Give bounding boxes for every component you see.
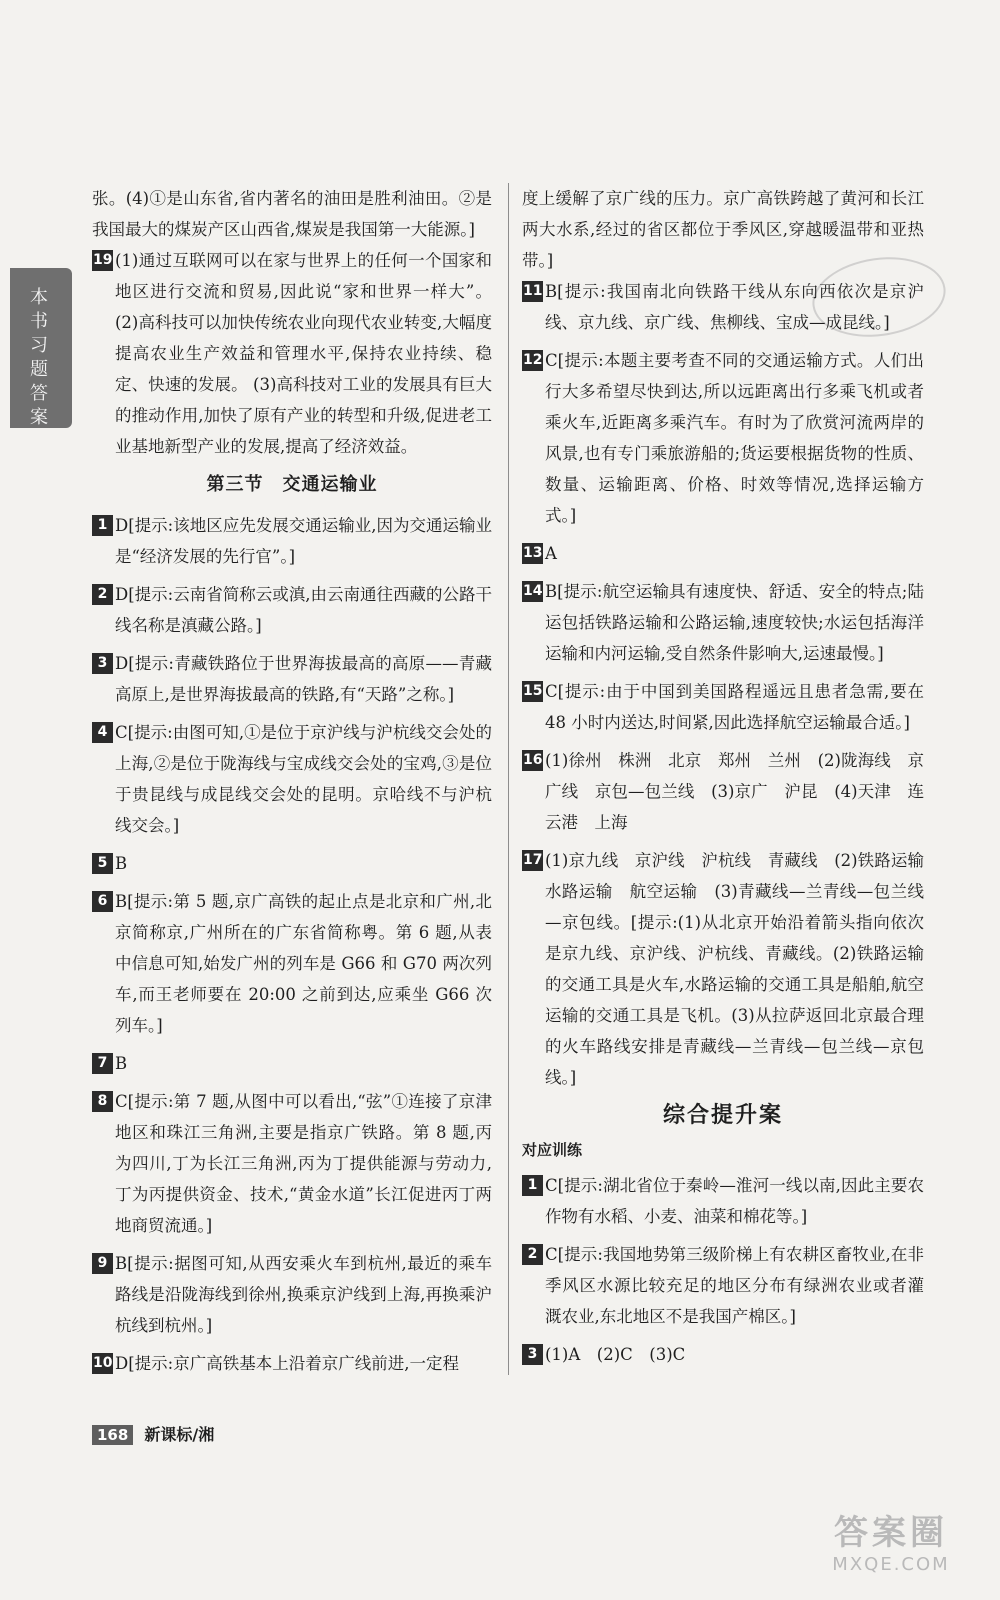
answer-item-17 (522, 845, 941, 1093)
question-number: 9 (92, 1253, 113, 1274)
watermark-url: MXQE.COM (832, 1554, 950, 1575)
question-number: 2 (92, 584, 113, 605)
answer-text: (1)通过互联网可以在家与世界上的任何一个国家和地区进行交流和贸易,因此说“家和世界一样大”。 (2)高科技可以加快传统农业向现代农业转变,大幅度提高农业生产效益和管理水平,保持农业持续、稳定、快速的发展。 (3)高科技对工业的发展具有巨大的推动作用,加快了原有产业的转型和升级,促进老工业基地新型产业的发展,提高了经济效益。 (115, 251, 492, 456)
answer-text: (1)A (2)C (3)C (545, 1345, 686, 1364)
question-number: 3 (522, 1344, 543, 1365)
section-title: 第三节 交通运输业 (206, 474, 378, 495)
answer-text: C[提示:由图可知,①是位于京沪线与沪杭线交会处的上海,②是位于陇海线与宝成线交会处的宝鸡,③是位于贵昆线与成昆线交会处的昆明。京哈线不与沪杭线交会。] (115, 723, 492, 835)
answer-item-10 (92, 1348, 492, 1379)
answer-text: C[提示:我国地势第三级阶梯上有农耕区畜牧业,在非季风区水源比较充足的地区分布有绿洲农业或者灌溉农业,东北地区不是我国产棉区。] (545, 1245, 924, 1326)
answer-item-16 (522, 745, 924, 838)
training-item-2 (522, 1239, 924, 1332)
right-intro-paragraph: 度上缓解了京广线的压力。京广高铁跨越了黄河和长江两大水系,经过的省区都位于季风区,穿越暖温带和亚热带。] (522, 189, 924, 270)
question-number: 11 (522, 281, 543, 302)
answer-item-3 (92, 648, 492, 710)
answer-text: B[提示:第 5 题,京广高铁的起止点是北京和广州,北京简称京,广州所在的广东省简称粤。第 6 题,从表中信息可知,始发广州的列车是 G66 和 G70 两次列车,而王老师要在 20:00 之前到达,应乘坐 G66 次列车。] (115, 892, 492, 1035)
answer-item-7 (92, 1048, 492, 1079)
answer-item-11 (522, 276, 924, 338)
answer-item-12 (522, 345, 924, 531)
page-number: 168 (92, 1425, 133, 1445)
question-number: 8 (92, 1091, 113, 1112)
answer-text: C[提示:第 7 题,从图中可以看出,“弦”①连接了京津地区和珠江三角洲,主要是指京广铁路。第 8 题,丙为四川,丁为长江三角洲,丙为丁提供能源与劳动力,丁为丙提供资金、技术,“黄金水道”长江促进丙丁两地商贸流通。] (115, 1092, 492, 1235)
question-number: 7 (92, 1053, 113, 1074)
question-number: 6 (92, 891, 113, 912)
answer-text: D[提示:京广高铁基本上沿着京广线前进,一定程 (115, 1354, 459, 1373)
question-number: 15 (522, 681, 543, 702)
left-column (92, 183, 492, 1386)
answer-text: B (115, 1054, 128, 1073)
question-number: 19 (92, 250, 113, 271)
answer-item-6 (92, 886, 492, 1041)
answer-item-1 (92, 510, 492, 572)
question-number: 3 (92, 653, 113, 674)
answer-text: D[提示:青藏铁路位于世界海拔最高的高原——青藏高原上,是世界海拔最高的铁路,有“天路”之称。] (115, 654, 492, 704)
watermark-logo (806, 1512, 976, 1584)
page-footer (92, 1422, 214, 1445)
section-heading: 综合提升案 (662, 1103, 783, 1128)
answer-item-13 (522, 538, 924, 569)
question-number: 16 (522, 750, 543, 771)
subheading: 对应训练 (522, 1141, 583, 1159)
watermark-title: 答案圈 (834, 1513, 948, 1553)
answer-text: C[提示:由于中国到美国路程遥远且患者急需,要在 48 小时内送达,时间紧,因此选择航空运输最合适。] (545, 682, 924, 732)
answer-text: D[提示:该地区应先发展交通运输业,因为交通运输业是“经济发展的先行官”。] (115, 516, 492, 566)
edition-label: 新课标/湘 (144, 1425, 215, 1444)
training-item-1 (522, 1170, 924, 1232)
answer-text: (1)徐州 株洲 北京 郑州 兰州 (2)陇海线 京广线 京包—包兰线 (3)京广 沪昆 (4)天津 连云港 上海 (545, 751, 924, 832)
answer-item-4 (92, 717, 492, 841)
answer-text: B[提示:航空运输具有速度快、舒适、安全的特点;陆运包括铁路运输和公路运输,速度较快;水运包括海洋运输和内河运输,受自然条件影响大,运速最慢。] (545, 582, 924, 663)
question-number: 1 (92, 515, 113, 536)
answer-item-14 (522, 576, 924, 669)
answer-item-15 (522, 676, 924, 738)
answer-item-19 (92, 245, 492, 462)
question-number: 14 (522, 581, 543, 602)
question-number: 10 (92, 1353, 113, 1374)
column-divider (508, 183, 509, 1375)
answer-item-2 (92, 579, 492, 641)
question-number: 13 (522, 543, 543, 564)
left-intro-paragraph: 张。(4)①是山东省,省内著名的油田是胜利油田。②是我国最大的煤炭产区山西省,煤炭是我国第一大能源。] (92, 189, 492, 239)
answer-text: B[提示:我国南北向铁路干线从东向西依次是京沪线、京九线、京广线、焦柳线、宝成—成昆线。] (545, 282, 924, 332)
answer-text: C[提示:湖北省位于秦岭—淮河一线以南,因此主要农作物有水稻、小麦、油菜和棉花等。] (545, 1176, 924, 1226)
answer-text: D[提示:云南省简称云或滇,由云南通往西藏的公路干线名称是滇藏公路。] (115, 585, 492, 635)
answer-item-9 (92, 1248, 492, 1341)
side-tab-label: 本书习题答案 (30, 287, 48, 428)
answer-item-5 (92, 848, 492, 879)
answer-text: C[提示:本题主要考查不同的交通运输方式。人们出行大多希望尽快到达,所以远距离出行多乘飞机或者乘火车,近距离多乘汽车。有时为了欣赏河流两岸的风景,也有专门乘旅游船的;货运要根据货物的性质、数量、运输距离、价格、时效等情况,选择运输方式。] (545, 351, 924, 525)
answer-text: B (115, 854, 128, 873)
question-number: 2 (522, 1244, 543, 1265)
right-column (522, 183, 941, 1377)
question-number: 1 (522, 1175, 543, 1196)
answer-item-8 (92, 1086, 492, 1241)
answer-text: B[提示:据图可知,从西安乘火车到杭州,最近的乘车路线是沿陇海线到徐州,换乘京沪线到上海,再换乘沪杭线到杭州。] (115, 1254, 492, 1335)
training-item-3 (522, 1339, 924, 1370)
side-tab (10, 268, 72, 428)
question-number: 5 (92, 853, 113, 874)
question-number: 12 (522, 350, 543, 371)
answer-text: A (545, 544, 557, 563)
question-number: 4 (92, 722, 113, 743)
answer-text: (1)京九线 京沪线 沪杭线 青藏线 (2)铁路运输 水路运输 航空运输 (3)青藏线—兰青线—包兰线—京包线。[提示:(1)从北京开始沿着箭头指向依次是京九线、京沪线、沪杭线、青藏线。(2)铁路运输的交通工具是火车,水路运输的交通工具是船舶,航空运输的交通工具是飞机。(3)从拉萨返回北京最合理的火车路线安排是青藏线—兰青线—包兰线—京包线。] (545, 851, 941, 1087)
question-number: 17 (522, 850, 543, 871)
